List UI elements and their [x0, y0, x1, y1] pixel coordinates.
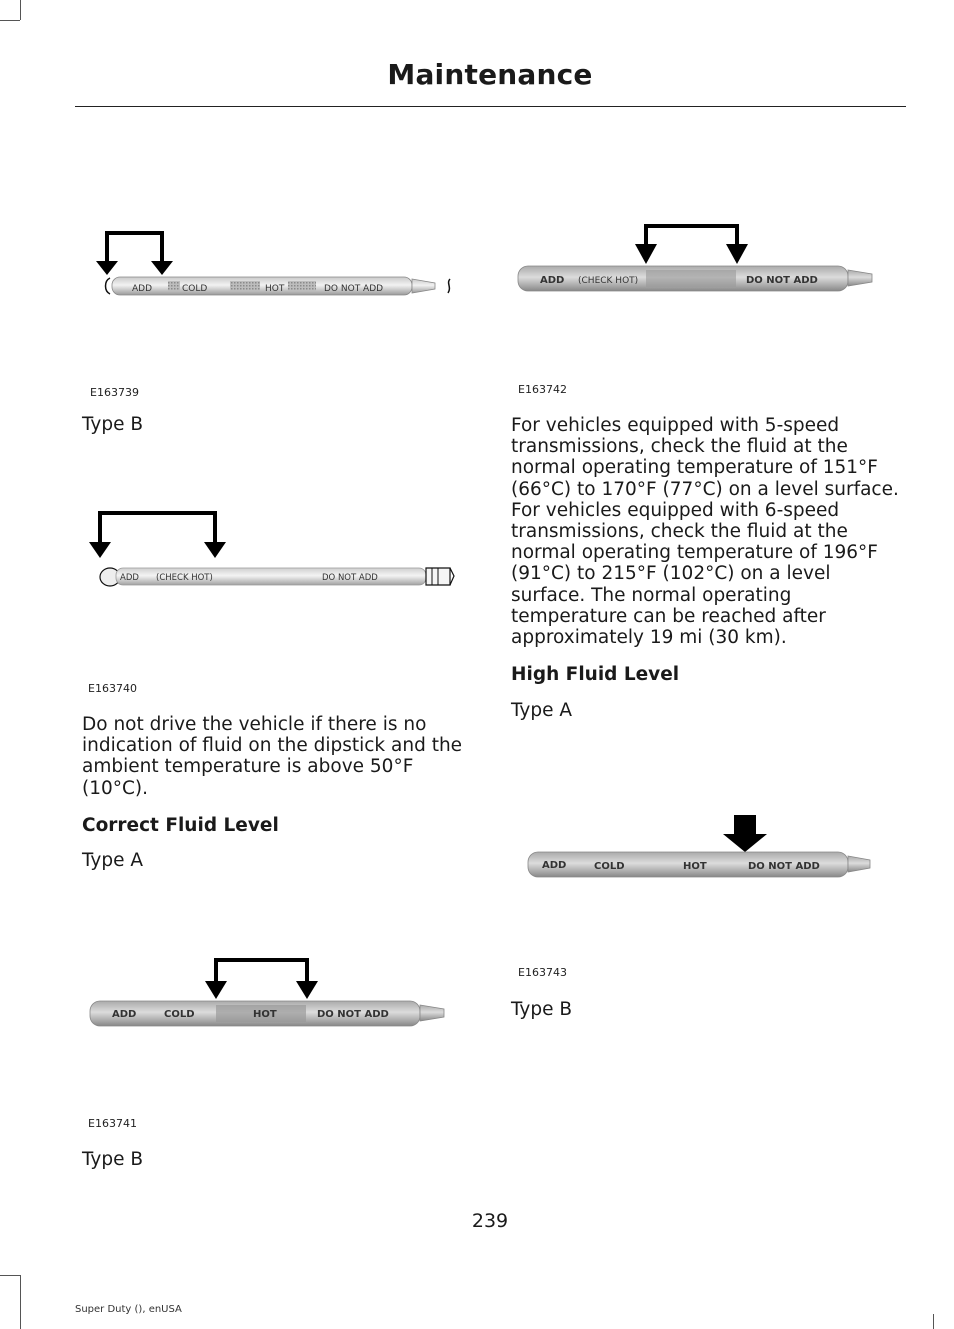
type-label: Type A — [82, 850, 144, 871]
arrow-down-icon — [96, 261, 118, 275]
dipstick-label-add: ADD — [132, 284, 153, 294]
crop-mark — [0, 20, 20, 21]
type-label: Type B — [82, 1149, 144, 1170]
dipstick-label-check-hot: (CHECK HOT) — [578, 276, 639, 286]
arrow-bracket — [216, 960, 307, 985]
header-rule — [75, 106, 906, 107]
dipstick-label-hot: HOT — [253, 1009, 277, 1020]
section-heading: Correct Fluid Level — [82, 815, 279, 836]
arrow-bracket — [107, 233, 162, 265]
arrow-bracket — [646, 226, 737, 248]
dipstick-label-check-hot: (CHECK HOT) — [156, 573, 213, 583]
dipstick-label-do-not-add: DO NOT ADD — [322, 573, 378, 583]
arrow-down-icon — [635, 244, 657, 264]
figure-id: E163743 — [518, 966, 567, 979]
dipstick-label-add: ADD — [112, 1009, 137, 1020]
figure-id: E163739 — [90, 386, 139, 399]
page-title: Maintenance — [387, 58, 593, 91]
crop-mark — [0, 1275, 20, 1276]
arrow-down-icon — [205, 981, 227, 999]
dipstick-figure-e163739 — [90, 225, 470, 315]
type-label: Type B — [511, 999, 573, 1020]
dipstick-figure-e163743 — [524, 812, 884, 892]
arrow-down-icon — [89, 542, 111, 558]
arrow-bracket — [100, 513, 215, 546]
arrow-down-icon — [726, 244, 748, 264]
dipstick-label-cold: COLD — [182, 284, 208, 294]
dipstick-label-hot: HOT — [265, 284, 285, 294]
dipstick-figure-e163740 — [88, 508, 468, 598]
crop-mark — [20, 0, 21, 20]
temperature-paragraph: For vehicles equipped with 5-speed transmissions, check the fluid at the normal operating temperature of 151°F (66°C) to 170°F (77°C) on a level surface. For vehicles equipped with 6-speed transmissions, check the fluid at the normal operating temperature of 196°F (91°C) to 215°F (102°C) on a level surface. The normal operating temperature can be reached after approximately 19 mi (30 km). — [511, 415, 899, 649]
dipstick-label-hot: HOT — [683, 861, 707, 872]
arrow-down-icon — [204, 542, 226, 558]
dipstick-label-add: ADD — [542, 860, 567, 871]
warning-paragraph: Do not drive the vehicle if there is no indication of fluid on the dipstick and the ambient temperature is above 50°F (10°C). — [82, 714, 463, 799]
dipstick-label-do-not-add: DO NOT ADD — [746, 275, 818, 286]
dipstick-label-cold: COLD — [594, 861, 625, 872]
arrow-down-icon — [151, 261, 173, 275]
figure-id: E163740 — [88, 682, 137, 695]
page-number: 239 — [471, 1210, 509, 1232]
crop-mark — [933, 1314, 934, 1329]
dipstick-label-add: ADD — [120, 573, 139, 583]
dipstick-label-add: ADD — [540, 275, 565, 286]
dipstick-label-cold: COLD — [164, 1009, 195, 1020]
dipstick-label-do-not-add: DO NOT ADD — [324, 284, 384, 294]
dipstick-figure-e163741 — [86, 955, 456, 1035]
dipstick-label-do-not-add: DO NOT ADD — [748, 861, 820, 872]
footer-text: Super Duty (), enUSA — [75, 1304, 182, 1315]
type-label: Type A — [511, 700, 573, 721]
arrow-down-icon — [723, 815, 767, 852]
crop-mark — [20, 1275, 21, 1329]
type-label: Type B — [82, 414, 144, 435]
dipstick-label-do-not-add: DO NOT ADD — [317, 1009, 389, 1020]
figure-id: E163742 — [518, 383, 567, 396]
dipstick-figure-e163742 — [514, 220, 884, 300]
section-heading: High Fluid Level — [511, 664, 680, 685]
figure-id: E163741 — [88, 1117, 137, 1130]
arrow-down-icon — [296, 981, 318, 999]
